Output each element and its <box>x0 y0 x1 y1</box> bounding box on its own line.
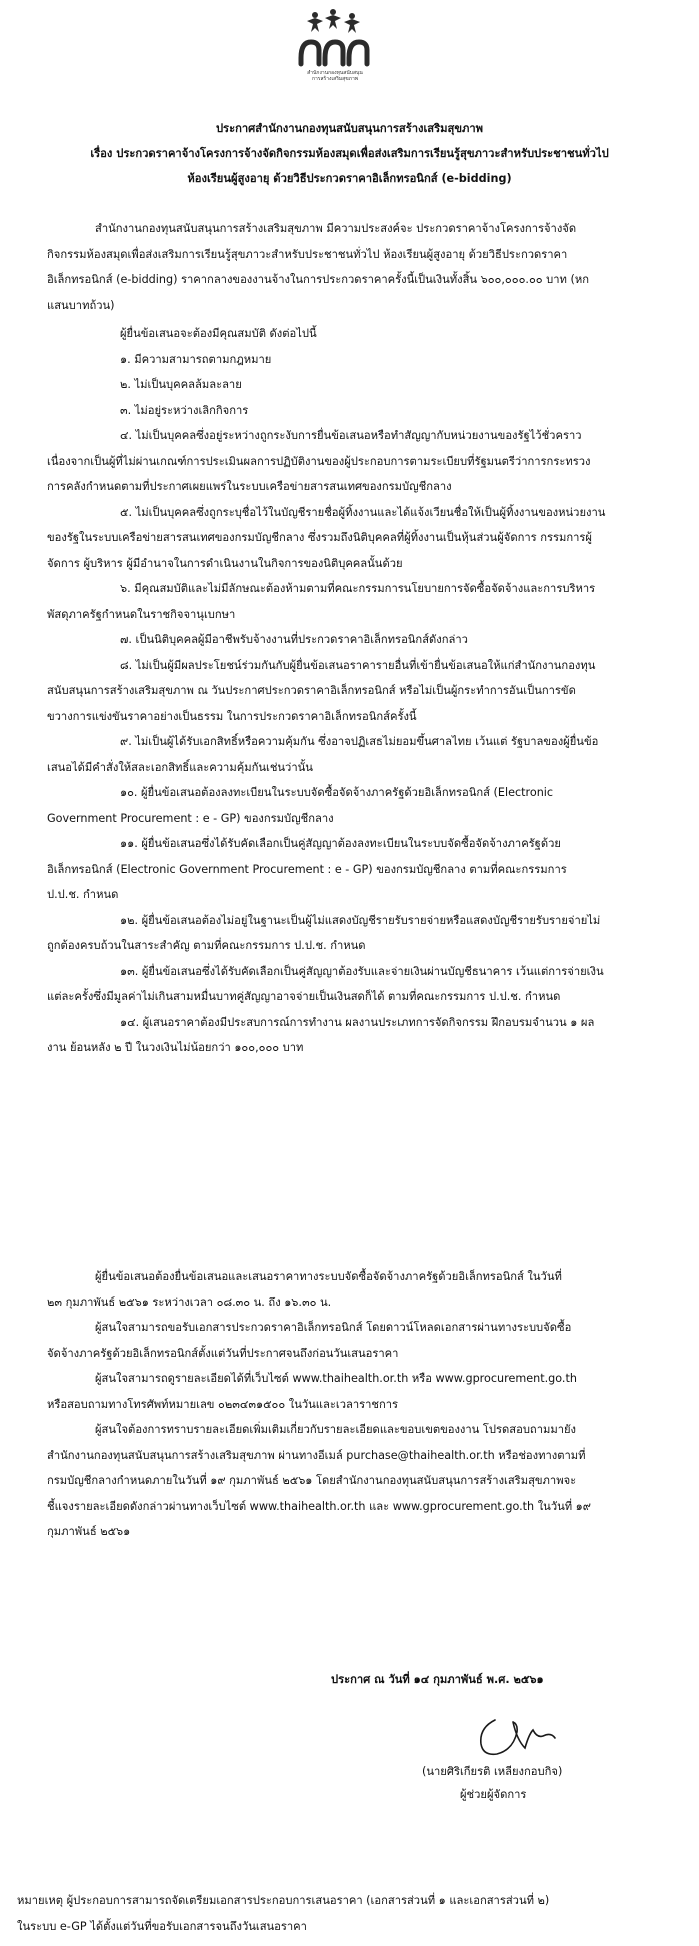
heading-line-2: เรื่อง ประกวดราคาจ้างโครงการจ้างจัดกิจกรรมห้องสมุดเพื่อส่งเสริมการเรียนรู้สุขภาวะสำหรับประชาชนทั่วไป <box>90 147 609 160</box>
closing-paragraph-continued: สำนักงานกองทุนสนับสนุนการสร้างเสริมสุขภาพ ผ่านทางอีเมล์ purchase@thaihealth.or.th หรือช่องทางตามที่ <box>47 1448 586 1462</box>
signatory-name: (นายศิริเกียรติ เหลียงกอบกิจ) <box>422 1765 563 1778</box>
qualification-item: ๙. ไม่เป็นผู้ได้รับเอกสิทธิ์หรือความคุ้มกัน ซึ่งอาจปฏิเสธไม่ยอมขึ้นศาลไทย เว้นแต่ รัฐบาลของผู้ยื่นข้อ <box>120 735 599 748</box>
intro-line: กิจกรรมห้องสมุดเพื่อส่งเสริมการเรียนรู้สุขภาวะสำหรับประชาชนทั่วไป ห้องเรียนผู้สูงอายุ ด้วยวิธีประกวดราคา <box>47 247 568 261</box>
closing-paragraph-continued: กรมบัญชีกลางกำหนดภายในวันที่ ๑๙ กุมภาพันธ์ ๒๕๖๑ โดยสำนักงานกองทุนสนับสนุนการสร้างเสริมสุขภาพจะ <box>47 1474 577 1487</box>
thaihealth-logo <box>295 6 375 88</box>
qualification-item-continued: จัดการ ผู้บริหาร ผู้มีอำนาจในการดำเนินงานในกิจการของนิติบุคคลนั้นด้วย <box>47 556 403 570</box>
qualification-item: ๑๑. ผู้ยื่นข้อเสนอซึ่งได้รับคัดเลือกเป็นคู่สัญญาต้องลงทะเบียนในระบบจัดซื้อจัดจ้างภาครัฐด้วย <box>120 837 561 850</box>
heading-line-1: ประกาศสำนักงานกองทุนสนับสนุนการสร้างเสริมสุขภาพ <box>215 122 484 135</box>
qualification-item: ๑๔. ผู้เสนอราคาต้องมีประสบการณ์การทำงาน ผลงานประเภทการจัดกิจกรรม ฝึกอบรมจำนวน ๑ ผล <box>120 1015 595 1029</box>
qualification-item-continued: เนื่องจากเป็นผู้ที่ไม่ผ่านเกณฑ์การประเมินผลการปฏิบัติงานของผู้ประกอบการตามระเบียบที่รัฐมนตรีว่าการกระทรวง <box>47 454 591 468</box>
qualification-item-continued: ถูกต้องครบถ้วนในสาระสำคัญ ตามที่คณะกรรมการ ป.ป.ช. กำหนด <box>47 939 366 952</box>
remark-line-2: ในระบบ e-GP ได้ตั้งแต่วันที่ขอรับเอกสารจนถึงวันเสนอราคา <box>17 1920 307 1933</box>
closing-paragraph: ผู้สนใจสามารถดูรายละเอียดได้ที่เว็บไซต์ www.thaihealth.or.th หรือ www.gprocurement.go.th <box>95 1372 577 1385</box>
closing-paragraph-continued: กุมภาพันธ์ ๒๕๖๑ <box>47 1525 131 1538</box>
qualification-item: ๑๐. ผู้ยื่นข้อเสนอต้องลงทะเบียนในระบบจัดซื้อจัดจ้างภาครัฐด้วยอิเล็กทรอนิกส์ (Electronic <box>120 786 554 799</box>
closing-paragraph: ผู้สนใจสามารถขอรับเอกสารประกวดราคาอิเล็กทรอนิกส์ โดยดาวน์โหลดเอกสารผ่านทางระบบจัดซื้อ <box>95 1321 572 1334</box>
qualification-item: ๑. มีความสามารถตามกฎหมาย <box>120 352 272 366</box>
logo-caption-line2: การสร้างเสริมสุขภาพ <box>311 76 359 82</box>
signatory-position: ผู้ช่วยผู้จัดการ <box>460 1788 527 1801</box>
qualifications-intro: ผู้ยื่นข้อเสนอจะต้องมีคุณสมบัติ ดังต่อไปนี้ <box>120 327 317 340</box>
qualification-item-continued: อิเล็กทรอนิกส์ (Electronic Government Procurement : e - GP) ของกรมบัญชีกลาง ตามที่คณะกรรมการ <box>47 862 567 876</box>
closing-paragraph-continued: ชี้แจงรายละเอียดดังกล่าวผ่านทางเว็บไซต์ www.thaihealth.or.th และ www.gprocurement.go.th ในวันที่ ๑๙ <box>47 1499 591 1513</box>
qualification-item: ๘. ไม่เป็นผู้มีผลประโยชน์ร่วมกันกับผู้ยื่นข้อเสนอราคารายอื่นที่เข้ายื่นข้อเสนอให้แก่สำนักงานกองทุน <box>120 658 596 672</box>
qualification-item-continued: เสนอได้มีคำสั่งให้สละเอกสิทธิ์และความคุ้มกันเช่นว่านั้น <box>47 760 313 774</box>
qualification-item: ๑๓. ผู้ยื่นข้อเสนอซึ่งได้รับคัดเลือกเป็นคู่สัญญาต้องรับและจ่ายเงินผ่านบัญชีธนาคาร เว้นแต่การจ่ายเงิน <box>120 964 604 978</box>
qualification-item: ๖. มีคุณสมบัติและไม่มีลักษณะต้องห้ามตามที่คณะกรรมการนโยบายการจัดซื้อจัดจ้างและการบริหาร <box>120 582 596 595</box>
qualification-item-continued: แต่ละครั้งซึ่งมีมูลค่าไม่เกินสามหมื่นบาทคู่สัญญาอาจจ่ายเป็นเงินสดก็ได้ ตามที่คณะกรรมการ ป.ป.ช. กำหนด <box>47 990 561 1003</box>
closing-paragraph-continued: จัดจ้างภาครัฐด้วยอิเล็กทรอนิกส์ตั้งแต่วันที่ประกาศจนถึงก่อนวันเสนอราคา <box>47 1346 399 1360</box>
closing-paragraph: ผู้ยื่นข้อเสนอต้องยื่นข้อเสนอและเสนอราคาทางระบบจัดซื้อจัดจ้างภาครัฐด้วยอิเล็กทรอนิกส์ ในวันที่ <box>95 1270 562 1283</box>
qualification-item: ๗. เป็นนิติบุคคลผู้มีอาชีพรับจ้างงานที่ประกวดราคาอิเล็กทรอนิกส์ดังกล่าว <box>120 633 468 646</box>
qualification-item: ๑๒. ผู้ยื่นข้อเสนอต้องไม่อยู่ในฐานะเป็นผู้ไม่แสดงบัญชีรายรับรายจ่ายหรือแสดงบัญชีรายรับรายจ่ายไม่ <box>120 913 601 927</box>
qualification-item: ๓. ไม่อยู่ระหว่างเลิกกิจการ <box>120 403 249 417</box>
intro-line: แสนบาทถ้วน) <box>47 298 115 312</box>
qualification-item-continued: ป.ป.ช. กำหนด <box>47 888 119 901</box>
thaihealth-logo-mark <box>295 6 375 76</box>
intro-line: สำนักงานกองทุนสนับสนุนการสร้างเสริมสุขภาพ มีความประสงค์จะ ประกวดราคาจ้างโครงการจ้างจัด <box>95 222 577 235</box>
qualification-item-continued: พัสดุภาครัฐกำหนดในราชกิจจานุเบกษา <box>47 607 236 621</box>
qualification-item: ๒. ไม่เป็นบุคคลล้มละลาย <box>120 378 242 391</box>
intro-line: อิเล็กทรอนิกส์ (e-bidding) ราคากลางของงานจ้างในการประกวดราคาครั้งนี้เป็นเงินทั้งสิ้น ๖๐๐,๐๐๐.๐๐ บาท (หก <box>47 273 589 286</box>
closing-paragraph-continued: ๒๓ กุมภาพันธ์ ๒๕๖๑ ระหว่างเวลา ๐๘.๓๐ น. ถึง ๑๖.๓๐ น. <box>47 1295 332 1309</box>
remark-line-1: หมายเหตุ ผู้ประกอบการสามารถจัดเตรียมเอกสารประกอบการเสนอราคา (เอกสารส่วนที่ ๑ และเอกสารส่วนที่ ๒) <box>17 1894 550 1907</box>
qualification-item-continued: ของรัฐในระบบเครือข่ายสารสนเทศของกรมบัญชีกลาง ซึ่งรวมถึงนิติบุคคลที่ผู้ทิ้งงานเป็นหุ้นส่วนผู้จัดการ กรรมการผู้ <box>47 531 592 544</box>
qualification-item-continued: การคลังกำหนดตามที่ประกาศเผยแพร่ในระบบเครือข่ายสารสนเทศของกรมบัญชีกลาง <box>47 480 452 493</box>
heading-line-3: ห้องเรียนผู้สูงอายุ ด้วยวิธีประกวดราคาอิเล็กทรอนิกส์ (e-bidding) <box>187 172 512 185</box>
signature-image <box>473 1710 563 1762</box>
qualification-item-continued: Government Procurement : e - GP) ของกรมบัญชีกลาง <box>47 811 334 825</box>
qualification-item-continued: สนับสนุนการสร้างเสริมสุขภาพ ณ วันประกาศประกวดราคาอิเล็กทรอนิกส์ หรือไม่เป็นผู้กระทำการอันเป็นการขัด <box>47 684 576 697</box>
qualification-item: ๕. ไม่เป็นบุคคลซึ่งถูกระบุชื่อไว้ในบัญชีรายชื่อผู้ทิ้งงานและได้แจ้งเวียนชื่อให้เป็นผู้ทิ้งงานของหน่วยงาน <box>120 505 606 519</box>
closing-paragraph-continued: หรือสอบถามทางโทรศัพท์หมายเลข ๐๒๓๔๓๑๕๐๐ ในวันและเวลาราชการ <box>47 1397 399 1411</box>
qualification-item-continued: งาน ย้อนหลัง ๒ ปี ในวงเงินไม่น้อยกว่า ๑๐๐,๐๐๐ บาท <box>47 1041 304 1054</box>
announcement-date: ประกาศ ณ วันที่ ๑๔ กุมภาพันธ์ พ.ศ. ๒๕๖๑ <box>331 1673 544 1686</box>
logo-caption-line1: สำนักงานกองทุนสนับสนุน <box>307 70 363 76</box>
qualification-item-continued: ขวางการแข่งขันราคาอย่างเป็นธรรม ในการประกวดราคาอิเล็กทรอนิกส์ครั้งนี้ <box>47 709 417 723</box>
qualification-item: ๔. ไม่เป็นบุคคลซึ่งอยู่ระหว่างถูกระงับการยื่นข้อเสนอหรือทำสัญญากับหน่วยงานของรัฐไว้ชั่วคราว <box>120 429 582 442</box>
closing-paragraph: ผู้สนใจต้องการทราบรายละเอียดเพิ่มเติมเกี่ยวกับรายละเอียดและขอบเขตของงาน โปรดสอบถามมายัง <box>95 1423 577 1436</box>
